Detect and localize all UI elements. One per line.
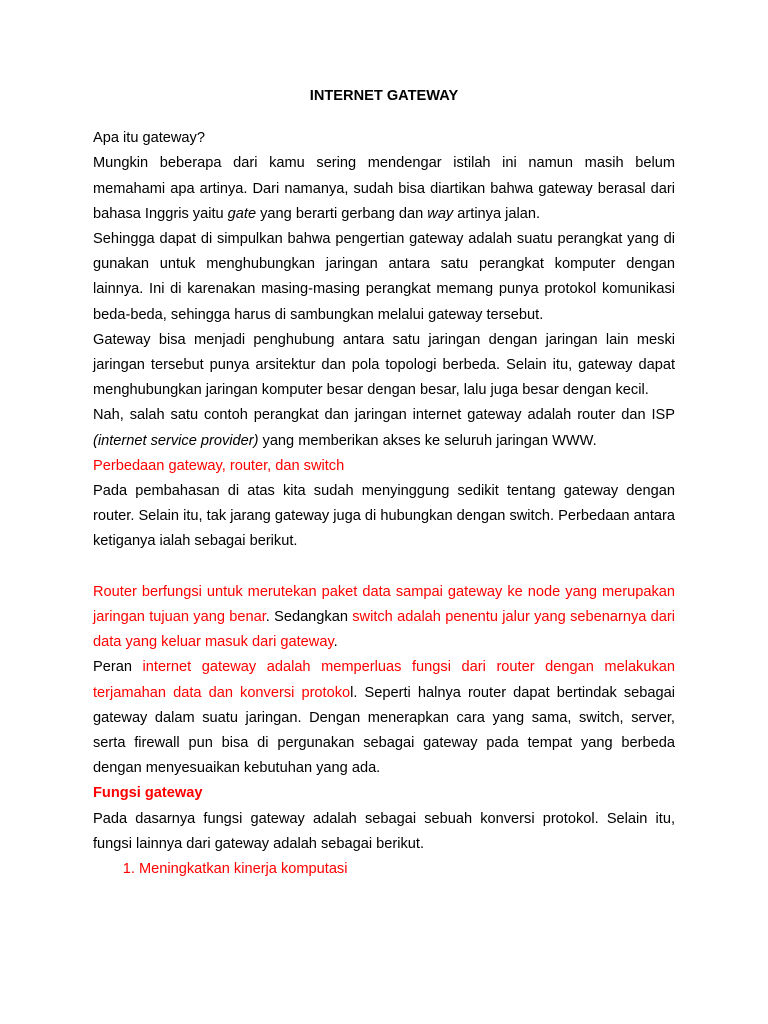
section-heading-differences: Perbedaan gateway, router, dan switch	[93, 457, 345, 474]
paragraph-text: l. Seperti halnya router dapat bertindak sebagai gateway dalam suatu jaringan. Dengan menerapkan cara yang sama, switch, server, serta firewall pun bisa di pergunakan sebagai gateway pada tempat yang berbeda dengan menyesuaikan kebutuhan yang ada.	[93, 684, 675, 777]
highlight-internet-gateway: internet gateway adalah memperluas fungsi dari router dengan melakukan terjamahan data dan konversi protoko	[93, 659, 676, 701]
paragraph-text: Nah, salah satu contoh perangkat dan jaringan internet gateway adalah router dan ISP	[93, 407, 675, 424]
paragraph-functions-intro: Pada dasarnya fungsi gateway adalah sebagai sebuah konversi protokol. Selain itu, fungsi lainnya dari gateway adalah sebagai berikut.	[93, 810, 675, 852]
paragraph-role	[93, 655, 675, 781]
paragraph-text: yang memberikan akses ke seluruh jaringan WWW.	[258, 432, 597, 449]
paragraph-definition	[93, 151, 675, 227]
paragraph-connector: Gateway bisa menjadi penghubung antara satu jaringan dengan jaringan lain meski jaringan tersebut punya arsitektur dan pola topologi berbeda. Selain itu, gateway dapat menghubungkan jaringan komputer besar dengan besar, lalu juga besar dengan kecil.	[93, 331, 675, 399]
document-title: INTERNET GATEWAY	[309, 88, 459, 104]
paragraph-example	[93, 403, 675, 453]
question-heading: Apa itu gateway?	[93, 130, 205, 147]
paragraph-router-switch	[93, 580, 675, 656]
paragraph-text: yang berarti gerbang dan	[256, 205, 428, 222]
italic-term-gate: gate	[227, 205, 257, 222]
section-heading-functions: Fungsi gateway	[93, 785, 203, 802]
paragraph-text: Peran	[93, 659, 143, 676]
highlight-router: Router berfungsi untuk merutekan paket data sampai gateway ke node yang merupakan jaringan tujuan yang benar	[93, 583, 675, 626]
paragraph-text: artinya jalan.	[453, 205, 541, 222]
paragraph-text: .	[333, 634, 338, 651]
highlight-switch: switch adalah penentu jalur yang sebenarnya dari data yang keluar masuk dari gateway	[93, 609, 675, 651]
paragraph-text: . Sedangkan	[265, 609, 353, 626]
blank-line	[93, 555, 675, 580]
paragraph-differences-intro: Pada pembahasan di atas kita sudah menyinggung sedikit tentang gateway dengan router. Selain itu, tak jarang gateway juga di hubungkan dengan switch. Perbedaan antara ketiganya ialah sebagai berikut.	[93, 483, 675, 550]
italic-term-isp: (internet service provider)	[93, 432, 259, 449]
document-page	[93, 84, 675, 882]
list-item	[139, 857, 675, 882]
list-item-text: Meningkatkan kinerja komputasi	[139, 861, 348, 878]
paragraph-text: Mungkin beberapa dari kamu sering mendengar istilah ini namun masih belum memahami apa artinya. Dari namanya, sudah bisa diartikan bahwa gateway berasal dari bahasa Inggris yaitu	[93, 155, 675, 222]
italic-term-way: way	[427, 205, 454, 222]
functions-list	[93, 857, 675, 882]
paragraph-conclusion: Sehingga dapat di simpulkan bahwa pengertian gateway adalah suatu perangkat yang di gunakan untuk menghubungkan jaringan antara satu perangkat komputer dengan lainnya. Ini di karenakan masing-masing perangkat memang punya protokol komunikasi beda-beda, sehingga harus di sambungkan melalui gateway tersebut.	[93, 231, 675, 323]
